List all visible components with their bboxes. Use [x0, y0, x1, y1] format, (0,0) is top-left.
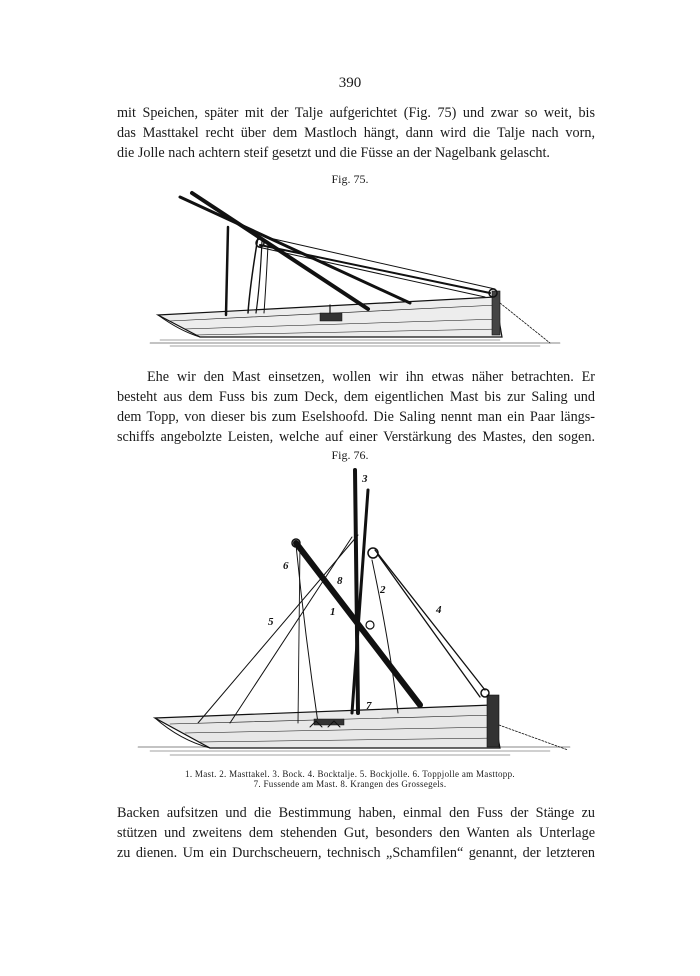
- paragraph-1: [117, 103, 595, 163]
- text-line: die Jolle nach achtern steif gesetzt und die Füsse an der Nagelbank gelascht.: [117, 145, 550, 161]
- text-line: dem Topp, von dieser bis zum Eselshoofd. Die Saling nennt man ein Paar längs-: [117, 409, 595, 425]
- fig76-label-1: 1: [330, 606, 336, 618]
- fig76-label-5: 5: [268, 616, 274, 628]
- fig76-label-4: 4: [436, 604, 442, 616]
- page-number: 390: [338, 75, 362, 91]
- paragraph-2: [117, 367, 595, 447]
- paragraph-3: [117, 803, 595, 863]
- text-line: schiffs angebolzte Leisten, welche auf einer Verstärkung des Mastes, den sogen.: [117, 429, 595, 445]
- fig76-label-6: 6: [283, 560, 289, 572]
- text-line: das Masttakel recht über dem Mastloch hängt, dann wird die Talje nach vorn,: [117, 125, 595, 141]
- figure-76-illustration: [130, 465, 580, 765]
- text-line: zu dienen. Um ein Durchscheuern, technisch „Schamfilen“ genannt, der letzteren: [117, 845, 595, 861]
- fig76-label-3: 3: [362, 473, 368, 485]
- fig76-label-2: 2: [380, 584, 386, 596]
- text-line: Backen aufsitzen und die Bestimmung haben, einmal den Fuss der Stänge zu: [117, 805, 595, 821]
- text-line: Ehe wir den Mast einsetzen, wollen wir ihn etwas näher betrachten. Er: [147, 369, 595, 385]
- text-line: besteht aus dem Fuss bis zum Deck, dem eigentlichen Mast bis zur Saling und: [117, 389, 595, 405]
- figure-76-caption-line-1: 1. Mast. 2. Masttakel. 3. Bock. 4. Bocktalje. 5. Bockjolle. 6. Toppjolle am Masttopp.: [185, 769, 515, 779]
- text-line: mit Speichen, später mit der Talje aufgerichtet (Fig. 75) und zwar so weit, bis: [117, 105, 595, 121]
- fig76-label-8: 8: [337, 575, 343, 587]
- text-line: stützen und zweitens dem stehenden Gut, besonders den Wanten als Unterlage: [117, 825, 595, 841]
- figure-76-caption-line-2: 7. Fussende am Mast. 8. Krangen des Grossegels.: [253, 779, 447, 789]
- figure-76-label: Fig. 76.: [331, 448, 369, 462]
- figure-75-label: Fig. 75.: [331, 172, 369, 186]
- figure-75-illustration: [140, 185, 570, 355]
- fig76-label-7: 7: [366, 700, 372, 712]
